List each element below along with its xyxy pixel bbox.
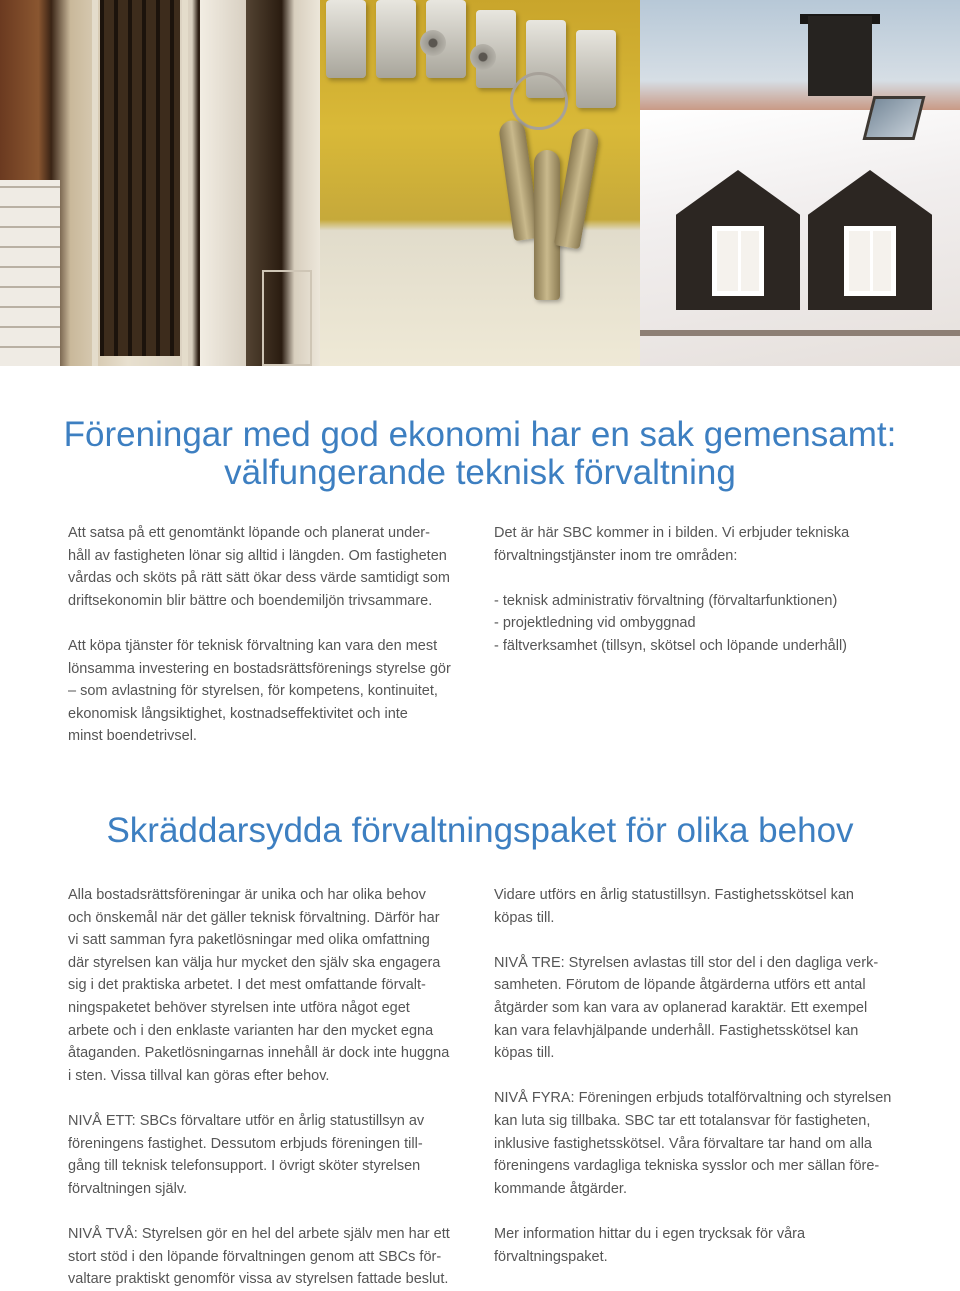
text-line: Att satsa på ett genomtänkt löpande och planerat under- [68,525,430,541]
dormer-window [712,226,764,296]
roof-gutter [640,330,960,336]
text-line: kan vara felavhjälpande underhåll. Fastighetsskötsel kan [494,1022,859,1039]
text-line: köpas till. [494,1045,555,1062]
text-line: förvaltningen själv. [68,1180,188,1197]
text-line: ningspaketet behöver styrelsen inte utföra något eget [68,999,410,1016]
text-line: håll av fastigheten lönar sig alltid i längden. Om fastigheten [68,547,447,564]
section1-title-line1: Föreningar med god ekonomi har en sak gemensamt: [63,415,897,454]
list-item: - projektledning vid ombyggnad [494,615,696,632]
section1-left-column [68,522,478,748]
list-item: - fältverksamhet (tillsyn, skötsel och löpande underhåll) [494,637,847,654]
staircase [0,180,60,366]
text-line: Vidare utförs en årlig statustillsyn. Fastighetsskötsel kan [494,887,854,903]
text-line: ekonomisk långsiktighet, kostnadseffektivitet och inte [68,705,408,722]
service-area-list [494,590,914,658]
paragraph [68,522,478,612]
text-line: Att köpa tjänster för teknisk förvaltning kan vara den mest [68,637,438,654]
pilaster [200,0,246,366]
key-hook [576,30,616,108]
text-line: kommande åtgärder. [494,1180,627,1197]
text-line: vårdas och sköts på rätt sätt ökar dess värde samtidigt som [68,570,450,587]
text-line: Alla bostadsrättsföreningar är unika och har olika behov [68,887,426,903]
text-line: föreningens vardagliga tekniska sysslor och mer sällan före- [494,1158,880,1175]
skylight [863,96,926,140]
key [554,127,600,250]
text-line: förvaltningstjänster inom tre områden: [494,547,738,564]
photo-interior-staircase [0,0,320,366]
text-line: åtaganden. Paketlösningarnas innehåll är dock inte huggna [68,1045,450,1062]
paragraph [494,884,914,929]
chimney [808,16,872,96]
paragraph [494,522,914,567]
text-line: föreningens fastighet. Dessutom erbjuds föreningen till- [68,1135,423,1152]
lock-cylinder [470,44,496,70]
text-line: gång till teknisk telefonsupport. I övrigt sköter styrelsen [68,1158,421,1175]
text-line: NIVÅ TVÅ: Styrelsen gör en hel del arbete själv men har ett [68,1225,450,1242]
text-line: minst boendetrivsel. [68,728,197,745]
text-line: köpas till. [494,909,555,926]
text-line: valtare praktiskt genomför vissa av styrelsen fattade beslut. [68,1271,449,1288]
section2-title: Skräddarsydda förvaltningspaket för olika behov [106,811,854,850]
dormer-window [844,226,896,296]
key-hook [326,0,366,78]
text-line: NIVÅ FYRA: Föreningen erbjuds totalförvaltning och styrelsen [494,1090,892,1107]
text-line: där styrelsen kan välja hur mycket den själv ska engagera [68,954,441,971]
text-line: kan luta sig tillbaka. SBC tar ett totalansvar för fastigheten, [494,1112,871,1129]
list-item: - teknisk administrativ förvaltning (förvaltarfunktionen) [494,592,838,609]
key [534,150,560,300]
wall-panel [262,270,312,366]
paragraph-niva-tva [68,1223,478,1291]
photo-key-cabinet [320,0,640,366]
photo-snowy-roof [640,0,960,366]
paragraph [68,635,478,748]
paragraph-more-info [494,1223,914,1268]
text-line: arbete och i den enklaste varianten har den mycket egna [68,1022,434,1039]
text-line: i sten. Vissa tillval kan göras efter behov. [68,1067,330,1084]
section2-left-column [68,884,478,1291]
paragraph-niva-tre [494,952,914,1065]
glazed-door [100,0,180,356]
text-line: Mer information hittar du i egen trycksak för våra [494,1225,806,1242]
text-line: förvaltningspaket. [494,1248,608,1265]
lock-cylinder [420,30,446,56]
text-line: åtgärder som kan vara av oplanerad karaktär. Ett exempel [494,999,868,1016]
text-line: stort stöd i den löpande förvaltningen genom att SBCs för- [68,1248,442,1265]
paragraph-niva-fyra [494,1087,914,1200]
paragraph-niva-ett [68,1110,478,1200]
text-line: lönsamma investering en bostadsrättsförenings styrelse gör [68,660,451,677]
section2-right-column [494,884,914,1268]
text-line: NIVÅ TRE: Styrelsen avlastas till stor del i den dagliga verk- [494,954,879,971]
text-line: NIVÅ ETT: SBCs förvaltare utför en årlig statustillsyn av [68,1112,425,1129]
text-line: inklusive fastighetsskötsel. Våra förvaltare tar hand om alla [494,1135,872,1152]
section1-right-column [494,522,914,658]
text-line: och önskemål när det gäller teknisk förvaltning. Därför har [68,909,440,926]
key-hook [376,0,416,78]
text-line: samheten. Förutom de löpande åtgärderna utförs ett antal [494,977,866,994]
photo-strip [0,0,960,366]
text-line: vi satt samman fyra paketlösningar med olika omfattning [68,932,430,949]
text-line: sig i det praktiska arbetet. I det mest omfattande förvalt- [68,977,426,994]
text-line: – som avlastning för styrelsen, för kompetens, kontinuitet, [68,683,438,700]
text-line: Det är här SBC kommer in i bilden. Vi erbjuder tekniska [494,525,850,541]
section1-title-line2: välfungerande teknisk förvaltning [224,453,736,492]
text-line: driftsekonomin blir bättre och boendemiljön trivsammare. [68,592,433,609]
paragraph [68,884,478,1087]
